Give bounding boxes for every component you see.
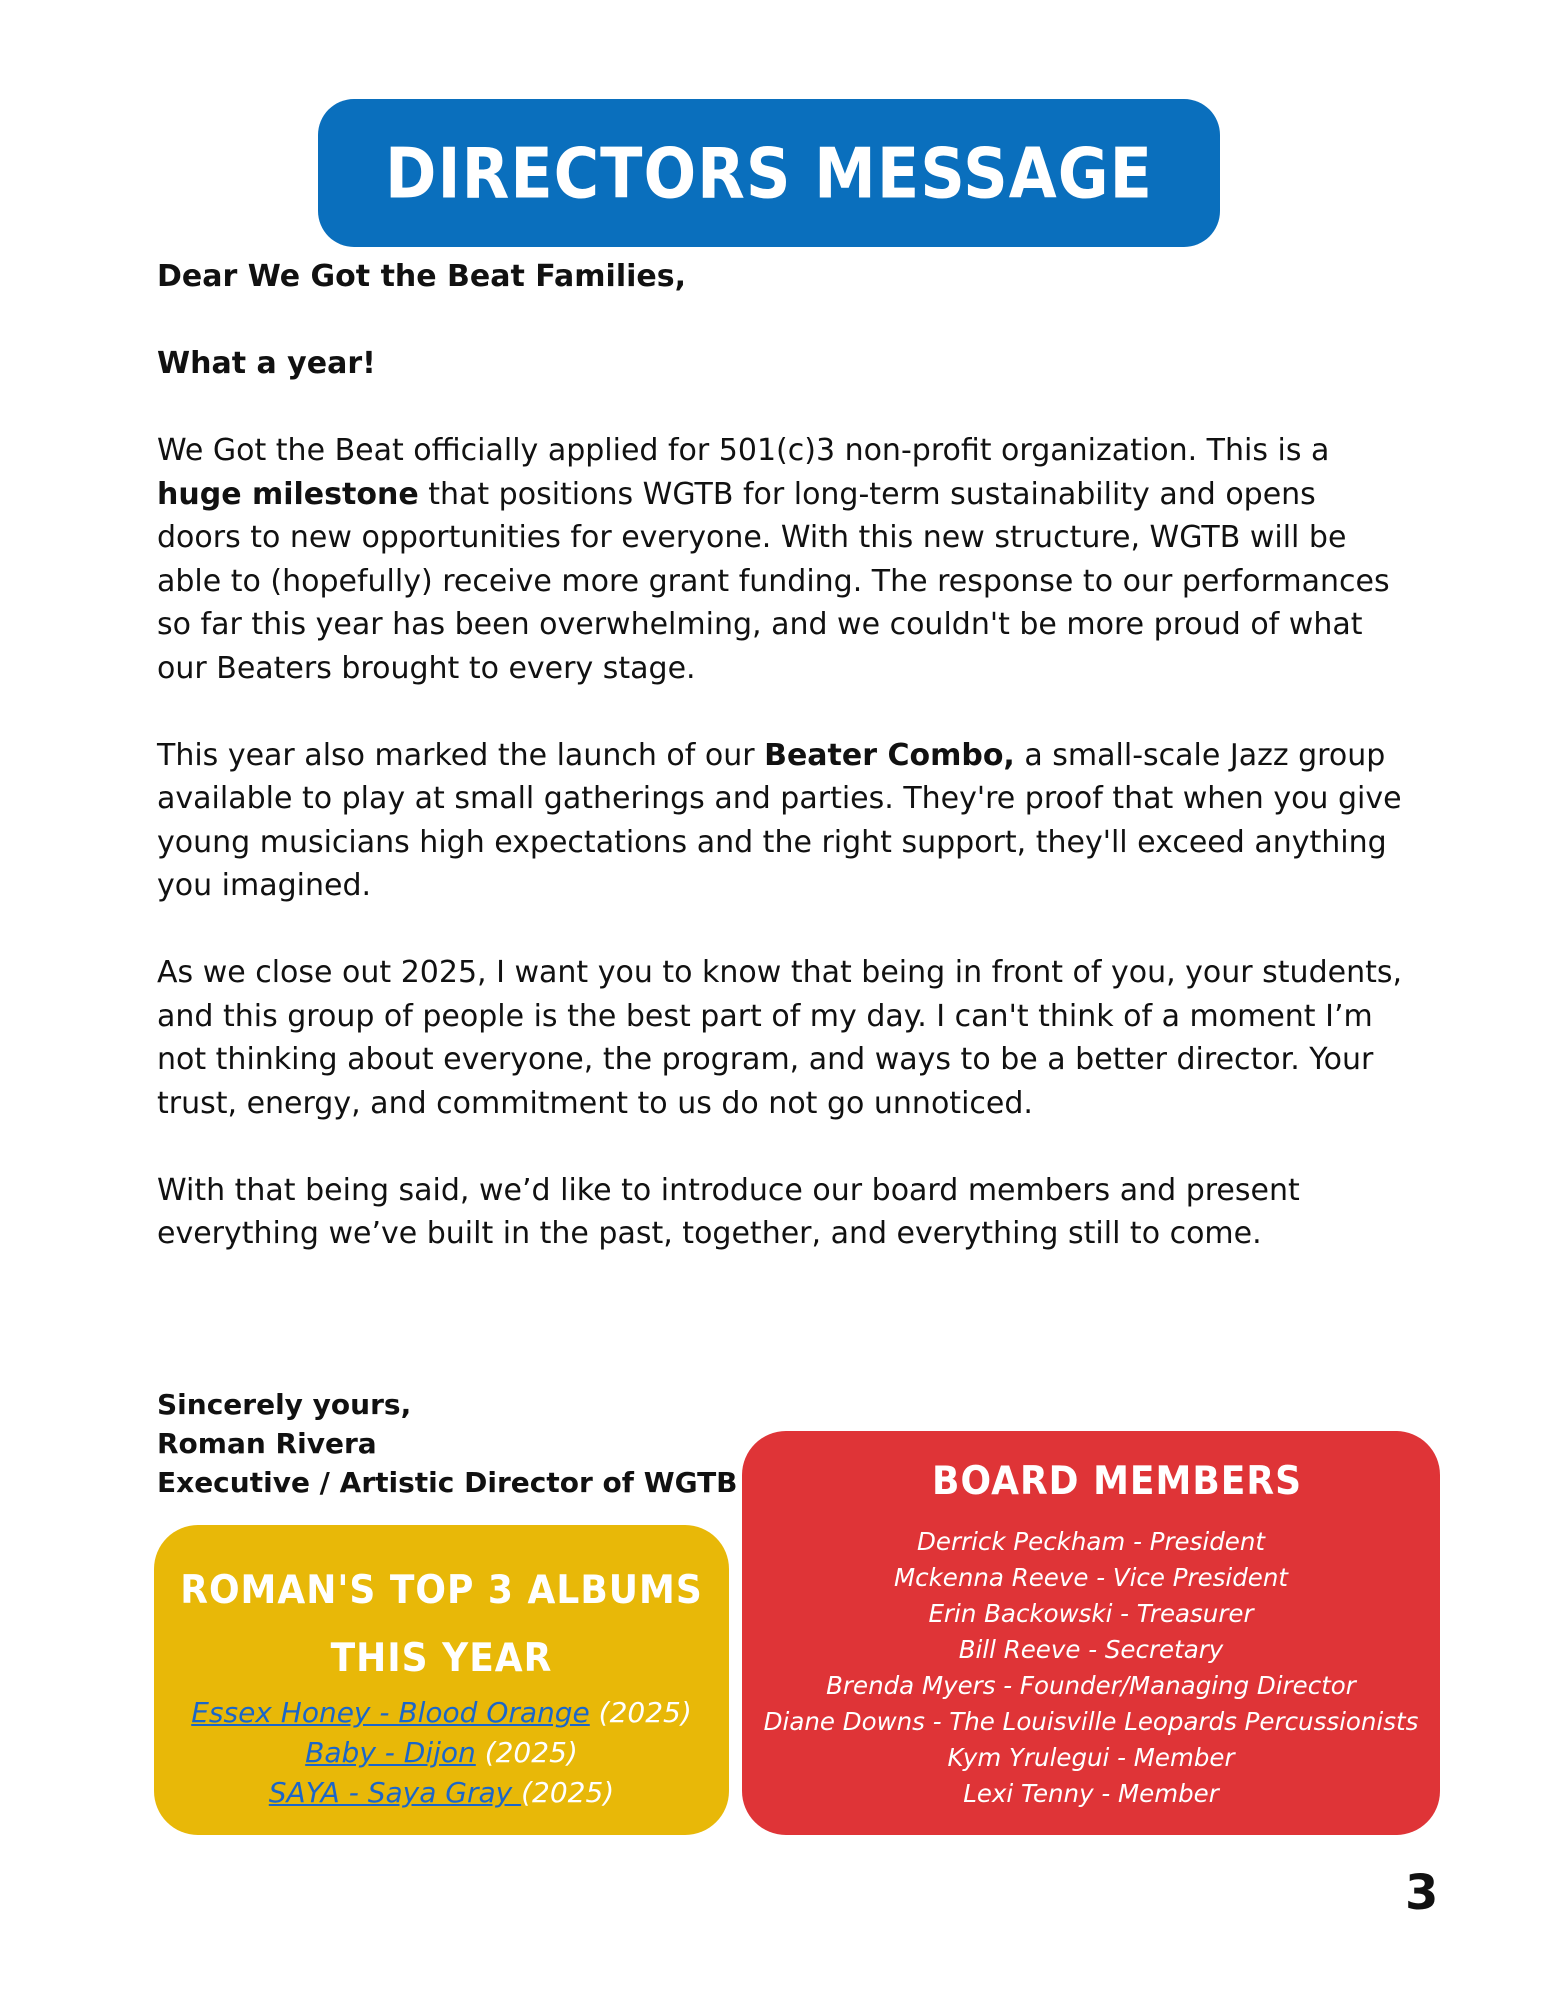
- board-member: Mckenna Reeve - Vice President: [893, 1563, 1289, 1592]
- p1-text-b: that positions WGTB for long-term sustainability and opens doors to new opportunities for everyone. With this new structure, WGTB will be able to (hopefully) receive more grant funding. The response to our performances so far this year has been overwhelming, and we couldn't be more proud of what our Beaters brought to every stage.: [157, 476, 1390, 686]
- board-member: Derrick Peckham - President: [917, 1527, 1265, 1556]
- album-link-3[interactable]: SAYA - Saya Gray: [268, 1776, 522, 1809]
- signoff: [157, 1385, 757, 1502]
- board-member: Bill Reeve - Secretary: [958, 1635, 1224, 1664]
- albums-title-line-2: THIS YEAR: [330, 1636, 553, 1682]
- board-list: [742, 1524, 1440, 1812]
- signoff-role: Executive / Artistic Director of WGTB: [157, 1466, 738, 1499]
- albums-title-line-1: ROMAN'S TOP 3 ALBUMS: [180, 1567, 703, 1613]
- header-banner: [318, 99, 1220, 247]
- signoff-name: Roman Rivera: [157, 1427, 377, 1460]
- board-title: BOARD MEMBERS: [932, 1458, 1302, 1505]
- letter-paragraph-3: As we close out 2025, I want you to know that being in front of you, your students, and this group of people is the best part of my day. I can't think of a moment I’m not thinking about everyone, the program, and ways to be a better director. Your trust, energy, and commitment to us do not go unnoticed.: [157, 955, 1403, 1121]
- p1-text-a: We Got the Beat officially applied for 501(c)3 non-profit organization. This is a: [157, 433, 1330, 468]
- board-member: Erin Backowski - Treasurer: [928, 1599, 1254, 1628]
- letter-exclaim: What a year!: [157, 346, 376, 381]
- album-year-1: (2025): [589, 1696, 692, 1729]
- letter-greeting: Dear We Got the Beat Families,: [157, 259, 686, 294]
- letter-paragraph-1: [157, 429, 1407, 690]
- p2-bold: Beater Combo,: [764, 737, 1015, 773]
- albums-title: [154, 1557, 729, 1693]
- albums-list: [154, 1693, 729, 1813]
- letter-paragraph-2: [157, 734, 1407, 908]
- album-item: [154, 1733, 729, 1773]
- board-member: Diane Downs - The Louisville Leopards Percussionists: [763, 1707, 1419, 1736]
- album-year-3: (2025): [521, 1776, 615, 1809]
- board-member: Brenda Myers - Founder/Managing Director: [826, 1671, 1356, 1700]
- album-item: [154, 1773, 729, 1813]
- page-number: 3: [1405, 1865, 1439, 1921]
- album-link-2[interactable]: Baby - Dijon: [305, 1736, 476, 1769]
- album-item: [154, 1693, 729, 1733]
- album-link-1[interactable]: Essex Honey - Blood Orange: [191, 1696, 590, 1729]
- directors-letter: [157, 255, 1407, 1299]
- board-members-box: [742, 1431, 1440, 1835]
- letter-paragraph-4: With that being said, we’d like to introduce our board members and present everything we’ve built in the past, together, and everything still to come.: [157, 1172, 1300, 1251]
- board-member: Lexi Tenny - Member: [963, 1779, 1219, 1808]
- top-albums-box: [154, 1525, 729, 1835]
- signoff-line-1: Sincerely yours,: [157, 1388, 412, 1421]
- album-year-2: (2025): [475, 1736, 578, 1769]
- board-member: Kym Yrulegui - Member: [947, 1743, 1235, 1772]
- p2-text-a: This year also marked the launch of our: [157, 737, 765, 773]
- page-title: DIRECTORS MESSAGE: [385, 132, 1153, 214]
- p1-bold: huge milestone: [157, 476, 419, 512]
- p2-text-b: a small-scale Jazz group available to play at small gatherings and parties. They're proof that when you give young musicians high expectations and the right support, they'll exceed anything you imagined.: [157, 737, 1402, 903]
